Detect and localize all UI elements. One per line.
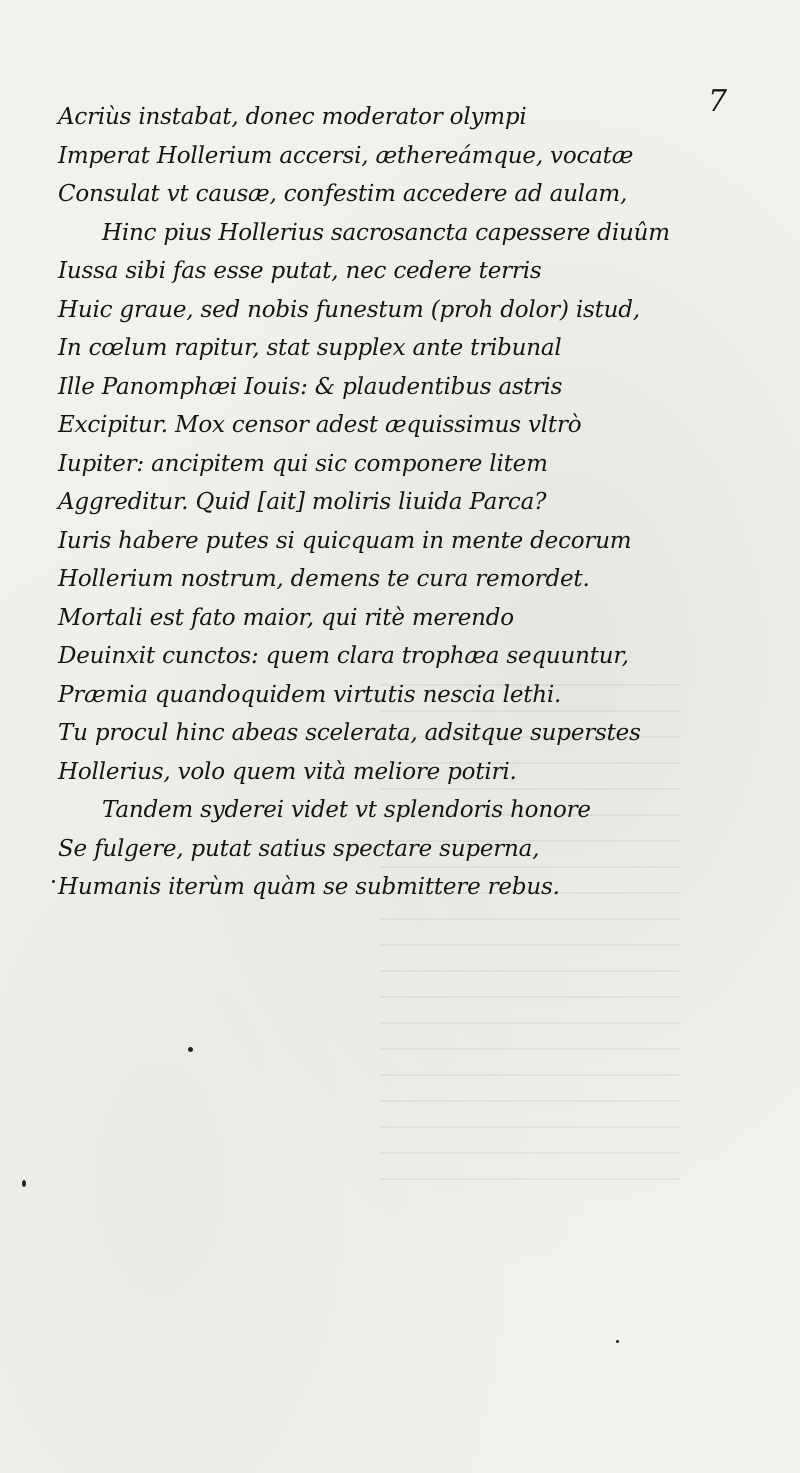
ink-speck — [616, 1340, 619, 1343]
verse-line: Humanis iterùm quàm se submittere rebus. — [58, 874, 560, 900]
verse-line: Iussa sibi fas esse putat, nec cedere terris — [58, 258, 542, 284]
verse-line: Hollerius, volo quem vità meliore potiri. — [58, 758, 517, 785]
verse-line: Tu procul hinc abeas scelerata, adsitque superstes — [58, 720, 641, 746]
verse-line: Iupiter: ancipitem qui sic componere litem — [58, 450, 548, 477]
ink-speck — [22, 1180, 26, 1187]
verse-line: In cœlum rapitur, stat supplex ante tribunal — [58, 335, 562, 361]
verse-line: Excipitur. Mox censor adest æquissimus vltrò — [58, 412, 582, 438]
verse-line: Se fulgere, putat satius spectare superna, — [58, 835, 540, 862]
ink-speck — [188, 1047, 193, 1052]
verse-line: Mortali est fato maior, qui ritè merendo — [58, 604, 514, 631]
verse-line: Consulat vt causæ, confestim accedere ad aulam, — [58, 181, 628, 207]
verse-line: Hollerium nostrum, demens te cura remordet. — [58, 566, 590, 592]
verse-line: Acriùs instabat, donec moderator olympi — [58, 104, 527, 130]
verse-line: Præmia quandoquidem virtutis nescia lethi. — [58, 681, 562, 708]
verse-line: Iuris habere putes si quicquam in mente decorum — [58, 527, 632, 554]
verse-line: Aggreditur. Quid [ait] moliris liuida Parca? — [58, 489, 547, 515]
verse-line: Huic graue, sed nobis funestum (proh dolor) istud, — [58, 296, 640, 323]
page-number: 7 — [708, 84, 728, 119]
verse-line: Imperat Hollerium accersi, æthereámque, vocatæ — [58, 142, 634, 169]
verse-line: Hinc pius Hollerius sacrosancta capessere diuûm — [102, 219, 670, 246]
verse-line: Ille Panomphæi Iouis: & plaudentibus astris — [58, 373, 563, 400]
ink-speck — [52, 880, 55, 883]
verse-line: Deuinxit cunctos: quem clara trophæa sequuntur, — [58, 643, 629, 669]
verse-line: Tandem syderei videt vt splendoris honore — [102, 797, 591, 823]
verse-block — [58, 98, 678, 907]
